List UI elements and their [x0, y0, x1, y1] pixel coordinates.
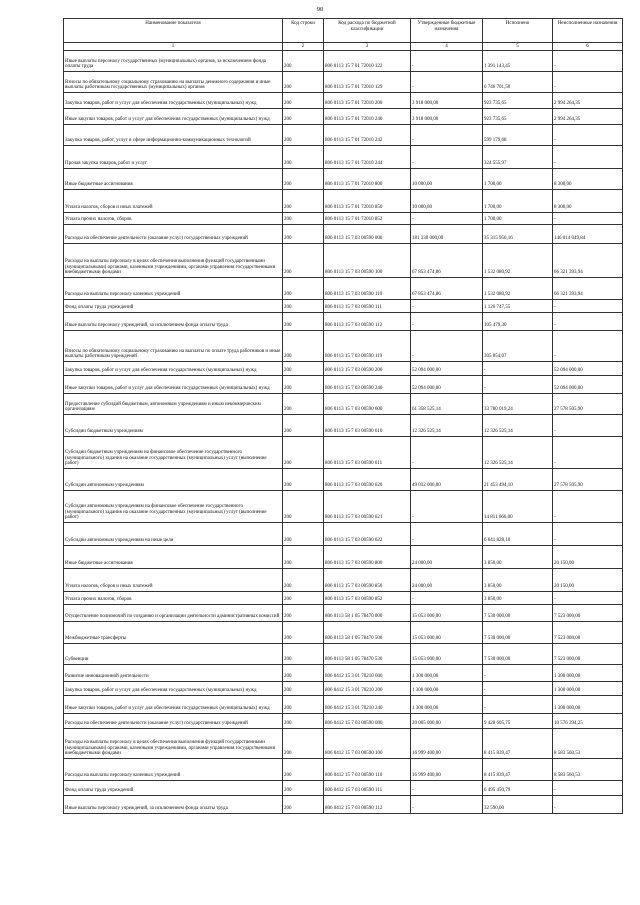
column-number-row: [64, 43, 623, 51]
row-expense-code: 806 0113 58 1 05 78470 500: [324, 622, 411, 644]
column-number: 2: [283, 43, 324, 51]
row-executed: 8 415 839,47: [483, 759, 553, 781]
row-approved: 10 000,00: [411, 190, 483, 213]
row-expense-code: 806 0113 15 7 01 72010 850: [324, 190, 411, 213]
row-expense-code: 806 0412 15 7 03 00590 112: [324, 796, 411, 814]
row-executed: 14 811 666,00: [483, 491, 553, 523]
row-name: Осуществление полномочий по созданию и организации деятельности административных комиссий: [64, 605, 283, 622]
row-line-code: 200: [283, 592, 324, 605]
row-unexecuted: 8 583 560,53: [553, 759, 623, 781]
row-name: Предоставление субсидий бюджетным, автономным учреждениям и иным некоммерческим организациям: [64, 394, 283, 415]
row-executed: 32 590,00: [483, 796, 553, 814]
row-name: Расходы на выплаты персоналу в целях обеспечения выполнения функций государственными (муниципальными) органами, казенными учреждениями, органами управления государственными внебюджетными фондами: [64, 244, 283, 278]
row-expense-code: 806 0113 15 7 01 72010 852: [324, 213, 411, 225]
row-name: Иные закупки товаров, работ и услуг для обеспечения государственных (муниципальных) нужд: [64, 696, 283, 714]
row-executed: 9 428 605,75: [483, 714, 553, 729]
row-line-code: 200: [283, 796, 324, 814]
table-row: [64, 394, 623, 415]
row-executed: -: [483, 376, 553, 394]
table-row: [64, 51, 623, 72]
header-name: Наименование показателя: [64, 19, 283, 43]
row-unexecuted: 1 300 000,00: [553, 665, 623, 682]
row-line-code: 200: [283, 665, 324, 682]
row-line-code: 200: [283, 605, 324, 622]
row-executed: 105 479,30: [483, 313, 553, 331]
row-executed: 1 532 080,92: [483, 278, 553, 300]
row-approved: -: [411, 331, 483, 362]
row-line-code: 200: [283, 300, 324, 313]
row-expense-code: 806 0412 15 7 03 00590 000: [324, 714, 411, 729]
row-executed: -: [483, 362, 553, 376]
row-unexecuted: 20 150,00: [553, 569, 623, 592]
row-unexecuted: -: [553, 796, 623, 814]
row-unexecuted: -: [553, 415, 623, 437]
row-line-code: 200: [283, 696, 324, 714]
row-approved: -: [411, 781, 483, 796]
row-executed: 1 532 080,92: [483, 244, 553, 278]
row-unexecuted: 66 321 393,94: [553, 278, 623, 300]
row-line-code: 200: [283, 362, 324, 376]
table-row: [64, 491, 623, 523]
row-expense-code: 806 0113 15 7 03 00590 621: [324, 491, 411, 523]
row-expense-code: 806 0113 15 7 01 72010 242: [324, 125, 411, 146]
table-row: [64, 469, 623, 491]
row-expense-code: 806 0113 15 7 03 00590 852: [324, 592, 411, 605]
row-approved: -: [411, 592, 483, 605]
row-line-code: 200: [283, 523, 324, 546]
table-row: [64, 696, 623, 714]
row-name: Уплата налогов, сборов и иных платежей: [64, 569, 283, 592]
row-executed: 7 530 000,00: [483, 605, 553, 622]
header-expense-code: Код расхода по бюджетной классификации: [324, 19, 411, 43]
row-name: Субсидии автономным учреждениям на финансовое обеспечение государственного (муниципального) задания на оказание государственных (муниципальных) услуг (выполнение работ): [64, 491, 283, 523]
row-executed: 923 735,65: [483, 109, 553, 125]
row-unexecuted: -: [553, 592, 623, 605]
row-name: Развитие инновационной деятельности: [64, 665, 283, 682]
table-row: [64, 759, 623, 781]
row-line-code: 200: [283, 93, 324, 109]
row-executed: 305 854,07: [483, 331, 553, 362]
header-line-code: Код строки: [283, 19, 324, 43]
table-row: [64, 376, 623, 394]
row-expense-code: 806 0113 15 7 03 00590 119: [324, 331, 411, 362]
row-approved: -: [411, 51, 483, 72]
table-row: [64, 592, 623, 605]
row-line-code: 200: [283, 213, 324, 225]
row-name: Прочая закупка товаров, работ и услуг: [64, 146, 283, 169]
row-expense-code: 806 0113 15 7 03 00590 610: [324, 415, 411, 437]
row-approved: 24 000,00: [411, 569, 483, 592]
row-approved: -: [411, 213, 483, 225]
table-row: [64, 665, 623, 682]
row-unexecuted: -: [553, 331, 623, 362]
row-name: Расходы на выплаты персоналу казенных учреждений: [64, 278, 283, 300]
table-body: [64, 51, 623, 814]
row-executed: 6 495 450,79: [483, 781, 553, 796]
row-line-code: 200: [283, 491, 324, 523]
row-unexecuted: 2 994 264,35: [553, 93, 623, 109]
row-line-code: 200: [283, 376, 324, 394]
row-unexecuted: 1 300 000,00: [553, 696, 623, 714]
row-unexecuted: 10 576 394,25: [553, 714, 623, 729]
row-line-code: 200: [283, 125, 324, 146]
table-row: [64, 437, 623, 469]
row-line-code: 200: [283, 225, 324, 244]
row-executed: 35 315 950,16: [483, 225, 553, 244]
row-approved: -: [411, 437, 483, 469]
row-unexecuted: 146 014 049,84: [553, 225, 623, 244]
row-executed: 6 641 828,10: [483, 523, 553, 546]
row-unexecuted: -: [553, 125, 623, 146]
row-unexecuted: 52 094 000,00: [553, 376, 623, 394]
row-line-code: 200: [283, 781, 324, 796]
row-line-code: 200: [283, 278, 324, 300]
table-row: [64, 796, 623, 814]
row-executed: 7 530 000,00: [483, 644, 553, 665]
table-row: [64, 72, 623, 93]
row-line-code: 200: [283, 622, 324, 644]
row-line-code: 200: [283, 146, 324, 169]
column-number: 6: [553, 43, 623, 51]
row-unexecuted: 66 321 393,94: [553, 244, 623, 278]
row-unexecuted: -: [553, 72, 623, 93]
table-row: [64, 622, 623, 644]
table-header-row: [64, 19, 623, 43]
row-name: Фонд оплаты труда учреждений: [64, 300, 283, 313]
row-unexecuted: -: [553, 146, 623, 169]
row-approved: 61 358 525,14: [411, 394, 483, 415]
row-approved: 1 300 000,00: [411, 665, 483, 682]
row-approved: 12 326 525,14: [411, 415, 483, 437]
row-name: Иные выплаты персоналу государственных (муниципальных) органов, за исключением фонда оплаты труда: [64, 51, 283, 72]
row-name: Фонд оплаты труда учреждений: [64, 781, 283, 796]
table-row: [64, 644, 623, 665]
row-unexecuted: 8 583 560,53: [553, 729, 623, 759]
row-executed: -: [483, 665, 553, 682]
row-unexecuted: 8 300,00: [553, 190, 623, 213]
row-approved: 20 005 000,00: [411, 714, 483, 729]
row-name: Уплата прочих налогов, сборов: [64, 213, 283, 225]
row-approved: -: [411, 125, 483, 146]
row-name: Закупка товаров, работ, услуг в сфере информационно-коммуникационных технологий: [64, 125, 283, 146]
row-unexecuted: -: [553, 491, 623, 523]
table-row: [64, 362, 623, 376]
row-line-code: 200: [283, 729, 324, 759]
row-approved: 52 094 000,00: [411, 362, 483, 376]
row-unexecuted: 27 578 505,90: [553, 469, 623, 491]
table-row: [64, 244, 623, 278]
table-row: [64, 213, 623, 225]
table-row: [64, 109, 623, 125]
row-line-code: 200: [283, 569, 324, 592]
row-unexecuted: -: [553, 313, 623, 331]
row-unexecuted: 7 523 000,00: [553, 622, 623, 644]
row-name: Уплата налогов, сборов и иных платежей: [64, 190, 283, 213]
row-expense-code: 806 0412 15 3 01 70210 000: [324, 665, 411, 682]
header-executed: Исполнено: [483, 19, 553, 43]
row-name: Иные выплаты персоналу учреждений, за исключением фонда оплаты труда: [64, 313, 283, 331]
row-expense-code: 806 0113 15 7 03 00590 000: [324, 225, 411, 244]
table-row: [64, 278, 623, 300]
table-row: [64, 146, 623, 169]
row-unexecuted: -: [553, 213, 623, 225]
row-approved: 16 999 400,00: [411, 729, 483, 759]
row-executed: 33 780 019,24: [483, 394, 553, 415]
row-approved: -: [411, 72, 483, 93]
row-unexecuted: 2 994 264,35: [553, 109, 623, 125]
row-name: Расходы на выплаты персоналу казенных учреждений: [64, 759, 283, 781]
row-executed: 1 700,00: [483, 190, 553, 213]
row-name: Закупка товаров, работ и услуг для обеспечения государственных (муниципальных) нужд: [64, 93, 283, 109]
row-expense-code: 806 0113 15 7 03 00590 622: [324, 523, 411, 546]
column-number: 5: [483, 43, 553, 51]
row-executed: 1 700,00: [483, 213, 553, 225]
row-expense-code: 806 0113 15 7 03 00590 611: [324, 437, 411, 469]
row-unexecuted: -: [553, 523, 623, 546]
row-executed: 8 415 839,47: [483, 729, 553, 759]
row-line-code: 200: [283, 169, 324, 190]
row-name: Субсидии бюджетным учреждениям на финансовое обеспечение государственного (муниципального) задания на оказание государственных (муниципальных) услуг (выполнение работ): [64, 437, 283, 469]
table-row: [64, 415, 623, 437]
row-approved: -: [411, 796, 483, 814]
row-expense-code: 806 0113 15 7 03 00590 240: [324, 376, 411, 394]
row-unexecuted: 27 578 505,90: [553, 394, 623, 415]
row-expense-code: 806 0113 58 1 05 78470 000: [324, 605, 411, 622]
column-number: 3: [324, 43, 411, 51]
budget-execution-table: [63, 18, 623, 814]
row-line-code: 200: [283, 759, 324, 781]
row-line-code: 200: [283, 244, 324, 278]
table-row: [64, 682, 623, 696]
row-line-code: 200: [283, 415, 324, 437]
row-line-code: 200: [283, 682, 324, 696]
row-expense-code: 806 0113 15 7 03 00590 600: [324, 394, 411, 415]
row-approved: -: [411, 523, 483, 546]
row-expense-code: 806 0113 15 7 03 00590 100: [324, 244, 411, 278]
row-approved: 10 000,00: [411, 169, 483, 190]
row-executed: 12 326 525,14: [483, 437, 553, 469]
row-approved: -: [411, 313, 483, 331]
row-executed: -: [483, 682, 553, 696]
row-unexecuted: 7 523 000,00: [553, 605, 623, 622]
row-executed: 599 179,68: [483, 125, 553, 146]
row-executed: 21 453 494,10: [483, 469, 553, 491]
row-approved: -: [411, 491, 483, 523]
row-approved: 15 053 000,00: [411, 644, 483, 665]
row-expense-code: 806 0113 15 7 01 72010 800: [324, 169, 411, 190]
row-unexecuted: 52 094 000,00: [553, 362, 623, 376]
row-executed: -: [483, 696, 553, 714]
row-name: Взносы по обязательному социальному страхованию на выплаты по оплате труда работников и иные выплаты работникам учреждений: [64, 331, 283, 362]
row-expense-code: 806 0412 15 3 01 70210 200: [324, 682, 411, 696]
row-name: Расходы на выплаты персоналу в целях обеспечения выполнения функций государственными (муниципальными) органами, казенными учреждениями, органами управления государственными внебюджетными фондами: [64, 729, 283, 759]
row-expense-code: 806 0412 15 7 03 00590 111: [324, 781, 411, 796]
row-expense-code: 806 0113 15 7 01 72010 129: [324, 72, 411, 93]
row-expense-code: 806 0113 15 7 03 00590 112: [324, 313, 411, 331]
row-name: Субсидии бюджетным учреждениям: [64, 415, 283, 437]
header-unexecuted: Неисполненные назначения: [553, 19, 623, 43]
row-name: Взносы по обязательному социальному страхованию на выплаты денежного содержания и иные выплаты работникам государственных (муниципальных) органов: [64, 72, 283, 93]
row-name: Иные выплаты персоналу учреждений, за исключением фонда оплаты труда: [64, 796, 283, 814]
row-unexecuted: 20 150,00: [553, 546, 623, 569]
row-approved: 52 094 000,00: [411, 376, 483, 394]
row-line-code: 200: [283, 72, 324, 93]
row-line-code: 200: [283, 51, 324, 72]
table-row: [64, 523, 623, 546]
row-name: Иные закупки товаров, работ и услуг для обеспечения государственных (муниципальных) нужд: [64, 109, 283, 125]
row-name: Уплата прочих налогов, сборов: [64, 592, 283, 605]
row-name: Иные бюджетные ассигнования: [64, 169, 283, 190]
row-name: Иные бюджетные ассигнования: [64, 546, 283, 569]
row-approved: -: [411, 146, 483, 169]
row-expense-code: 806 0113 15 7 03 00590 110: [324, 278, 411, 300]
row-approved: 67 853 474,86: [411, 278, 483, 300]
column-number: 4: [411, 43, 483, 51]
row-line-code: 200: [283, 714, 324, 729]
row-expense-code: 806 0113 15 7 03 00590 800: [324, 546, 411, 569]
row-expense-code: 806 0113 15 7 01 72010 200: [324, 93, 411, 109]
row-approved: 15 053 000,00: [411, 622, 483, 644]
row-executed: 1 700,00: [483, 169, 553, 190]
table-row: [64, 781, 623, 796]
row-line-code: 200: [283, 190, 324, 213]
row-line-code: 200: [283, 644, 324, 665]
row-line-code: 200: [283, 437, 324, 469]
row-name: Межбюджетные трансферты: [64, 622, 283, 644]
table-row: [64, 300, 623, 313]
row-name: Иные закупки товаров, работ и услуг для обеспечения государственных (муниципальных) нужд: [64, 376, 283, 394]
row-approved: 49 032 000,00: [411, 469, 483, 491]
row-unexecuted: 8 300,00: [553, 169, 623, 190]
row-approved: 181 330 000,00: [411, 225, 483, 244]
row-expense-code: 806 0113 15 7 01 72010 240: [324, 109, 411, 125]
row-expense-code: 806 0113 15 7 01 72010 122: [324, 51, 411, 72]
row-executed: 7 530 000,00: [483, 622, 553, 644]
row-expense-code: 806 0412 15 7 03 00590 100: [324, 729, 411, 759]
row-expense-code: 806 0113 15 7 03 00590 620: [324, 469, 411, 491]
row-approved: 1 300 000,00: [411, 696, 483, 714]
row-expense-code: 806 0113 15 7 03 00590 850: [324, 569, 411, 592]
row-executed: 923 735,65: [483, 93, 553, 109]
row-expense-code: 806 0113 15 7 03 00590 111: [324, 300, 411, 313]
row-unexecuted: 7 523 000,00: [553, 644, 623, 665]
row-approved: -: [411, 300, 483, 313]
row-executed: 3 850,00: [483, 592, 553, 605]
row-name: Субвенции: [64, 644, 283, 665]
row-expense-code: 806 0412 15 3 01 70210 240: [324, 696, 411, 714]
row-line-code: 200: [283, 331, 324, 362]
row-approved: 1 300 000,00: [411, 682, 483, 696]
table-row: [64, 331, 623, 362]
row-unexecuted: -: [553, 437, 623, 469]
row-expense-code: 806 0113 15 7 03 00590 200: [324, 362, 411, 376]
row-unexecuted: -: [553, 300, 623, 313]
table-row: [64, 546, 623, 569]
row-line-code: 200: [283, 546, 324, 569]
row-approved: 15 053 000,00: [411, 605, 483, 622]
table-row: [64, 169, 623, 190]
row-executed: 6 746 701,50: [483, 72, 553, 93]
row-name: Субсидии автономным учреждениям на иные цели: [64, 523, 283, 546]
row-line-code: 200: [283, 394, 324, 415]
row-executed: 3 850,00: [483, 569, 553, 592]
row-line-code: 200: [283, 469, 324, 491]
row-approved: 3 918 000,00: [411, 109, 483, 125]
table-row: [64, 125, 623, 146]
table-row: [64, 569, 623, 592]
row-unexecuted: 1 300 000,00: [553, 682, 623, 696]
row-unexecuted: -: [553, 51, 623, 72]
row-executed: 3 850,00: [483, 546, 553, 569]
row-expense-code: 806 0412 15 7 03 00590 110: [324, 759, 411, 781]
header-approved: Утвержденные бюджетные назначения: [411, 19, 483, 43]
row-expense-code: 806 0113 58 1 05 78470 530: [324, 644, 411, 665]
row-name: Расходы на обеспечение деятельности (оказание услуг) государственных учреждений: [64, 714, 283, 729]
table-row: [64, 225, 623, 244]
table-row: [64, 93, 623, 109]
row-approved: 16 999 400,00: [411, 759, 483, 781]
table-row: [64, 605, 623, 622]
row-approved: 24 000,00: [411, 546, 483, 569]
row-executed: 324 555,97: [483, 146, 553, 169]
row-approved: 3 918 000,00: [411, 93, 483, 109]
row-name: Расходы на обеспечение деятельности (оказание услуг) государственных учреждений: [64, 225, 283, 244]
row-line-code: 200: [283, 109, 324, 125]
row-executed: 12 326 525,14: [483, 415, 553, 437]
table-row: [64, 313, 623, 331]
table-row: [64, 190, 623, 213]
row-unexecuted: -: [553, 781, 623, 796]
row-executed: 1 391 143,45: [483, 51, 553, 72]
row-name: Субсидии автономным учреждениям: [64, 469, 283, 491]
row-name: Закупка товаров, работ и услуг для обеспечения государственных (муниципальных) нужд: [64, 682, 283, 696]
table-row: [64, 714, 623, 729]
column-number: 1: [64, 43, 283, 51]
table-row: [64, 729, 623, 759]
row-expense-code: 806 0113 15 7 01 72010 244: [324, 146, 411, 169]
page-number: 90: [316, 6, 324, 13]
row-line-code: 200: [283, 313, 324, 331]
row-approved: 67 853 474,86: [411, 244, 483, 278]
row-executed: 1 126 747,55: [483, 300, 553, 313]
row-name: Закупка товаров, работ и услуг для обеспечения государственных (муниципальных) нужд: [64, 362, 283, 376]
